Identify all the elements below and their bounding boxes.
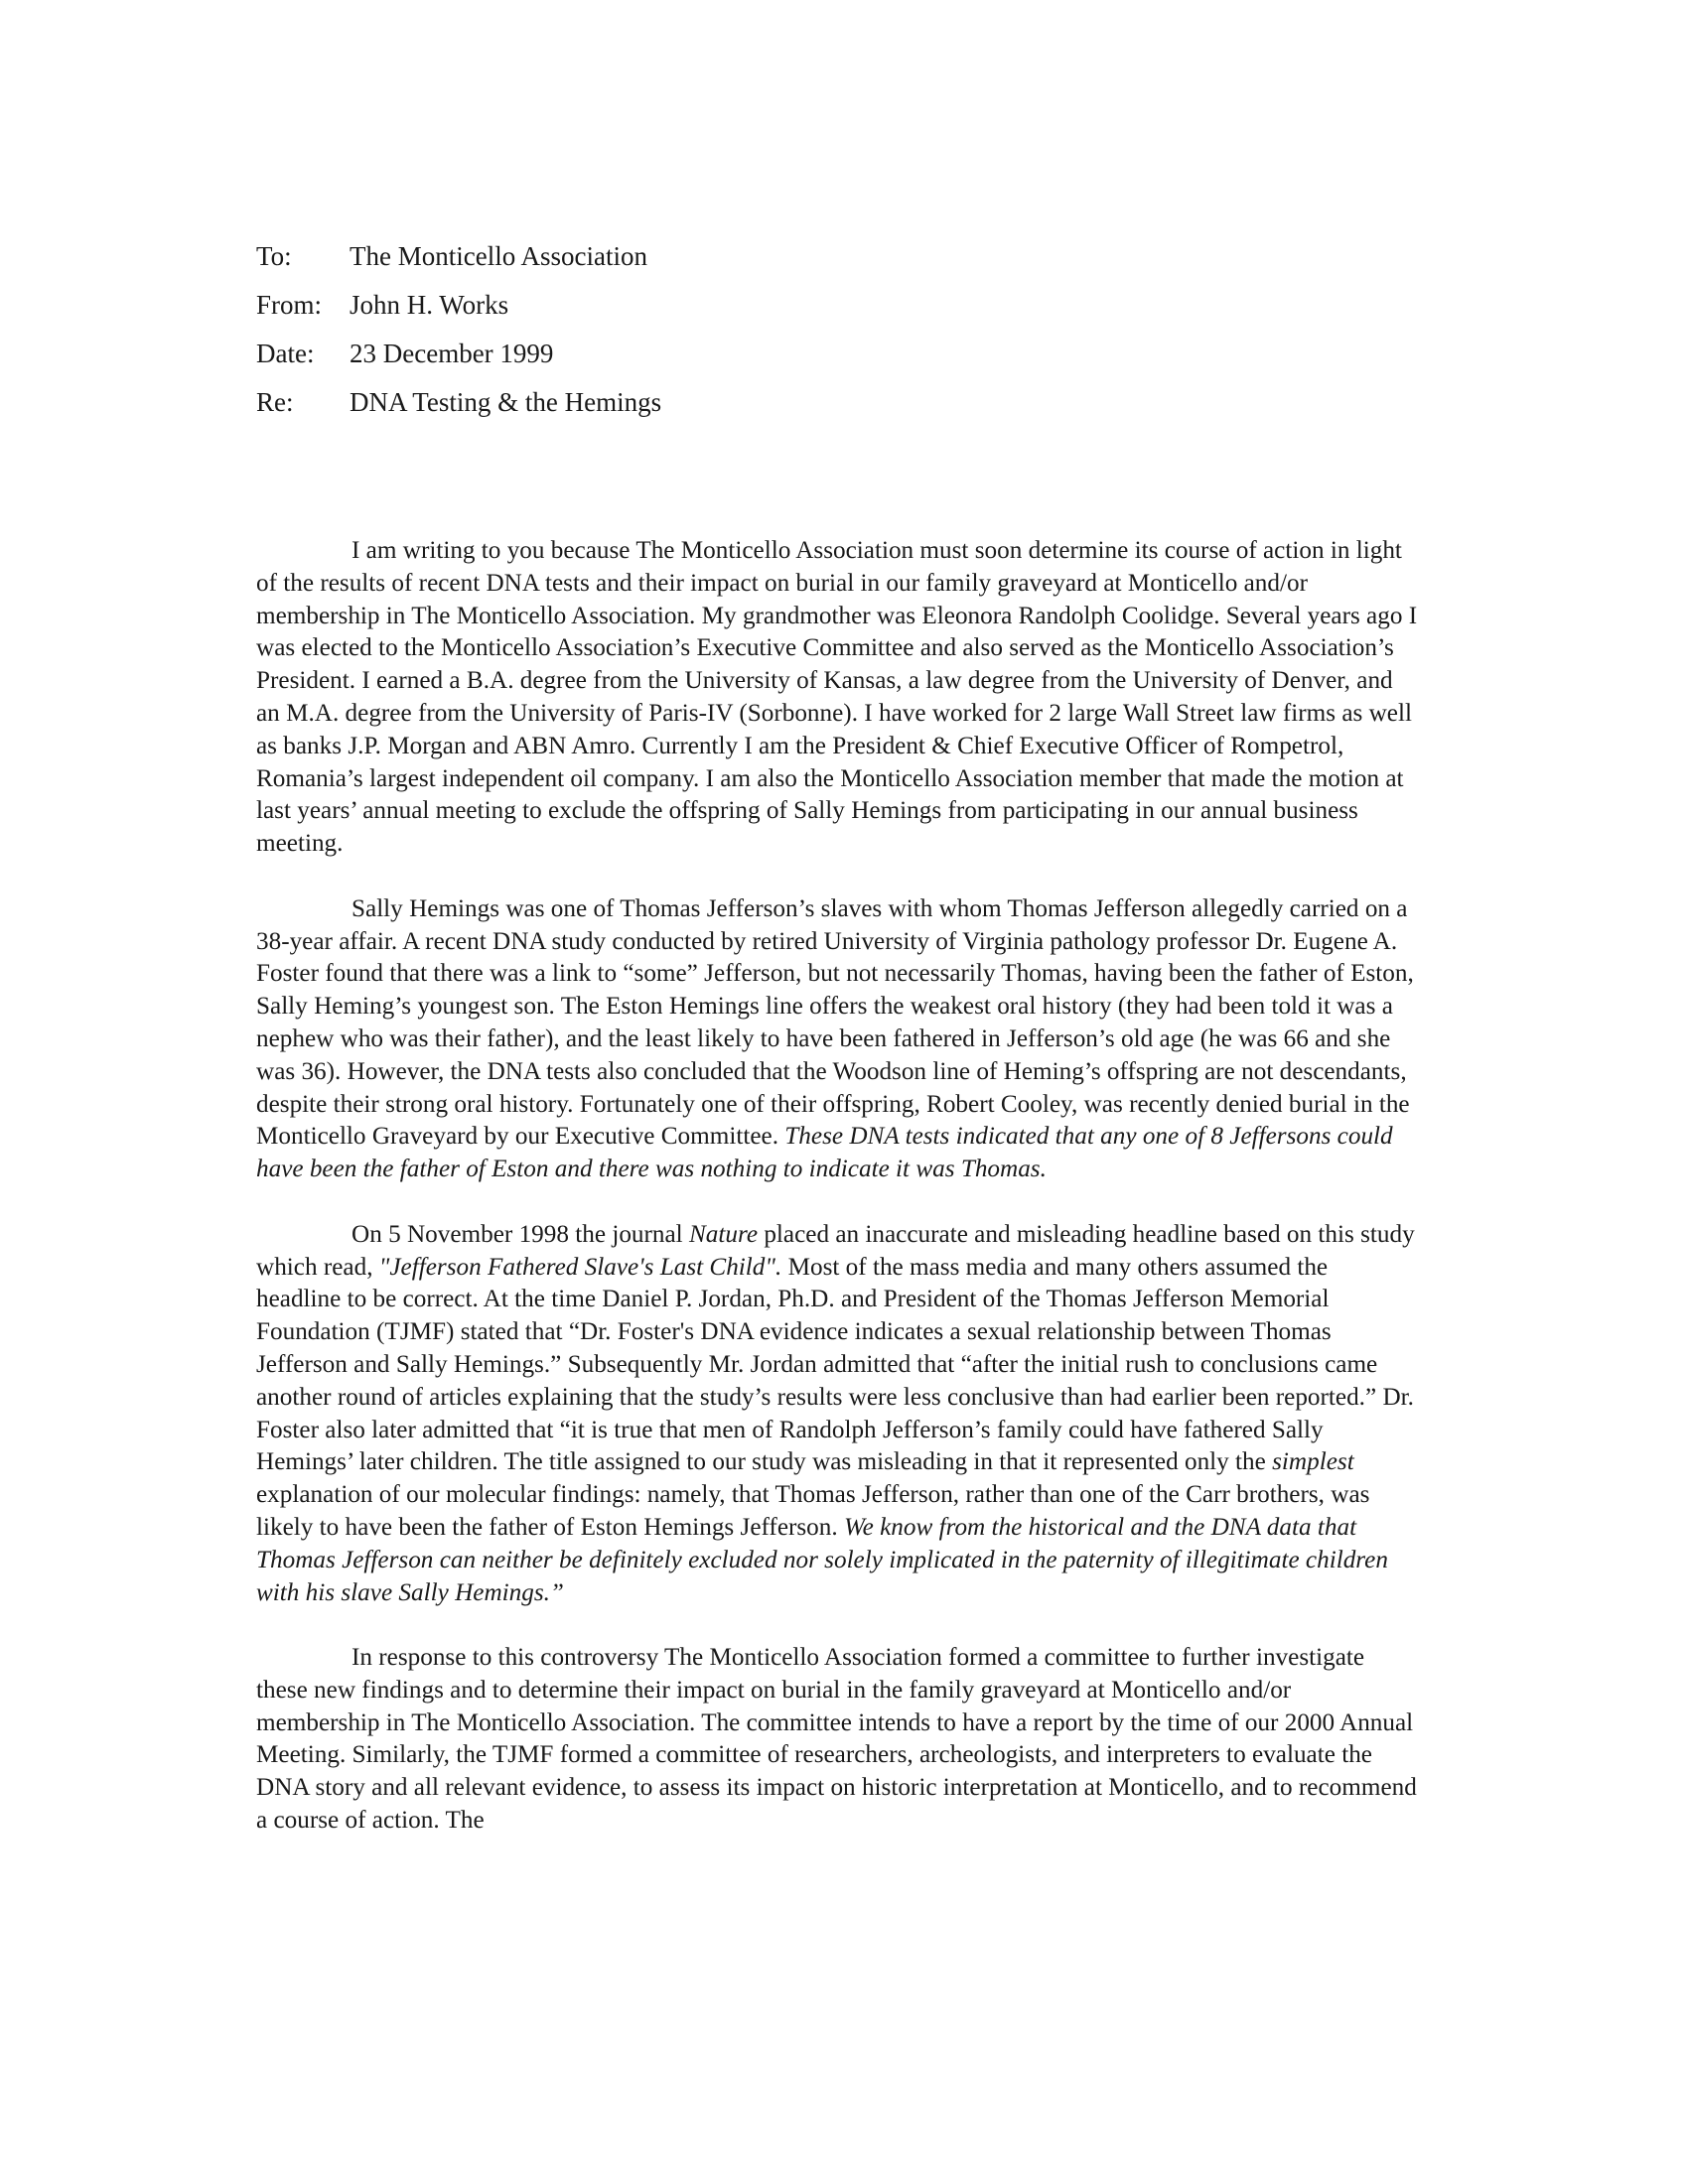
paragraph-introduction — [256, 535, 1418, 861]
paragraph-nature-emphasis: We know from the historical and the DNA data that Thomas Jefferson can neither be definitely excluded nor solely implicated in the paternity of illegitimate children with his slave Sally Hemings.” — [256, 1513, 1388, 1606]
paragraph-committee-text: In response to this controversy The Monticello Association formed a committee to further investigate these new findings and to determine their impact on burial in the family graveyard at Monticello and/or membership in The Monticello Association. The committee intends to have a report by the time of our 2000 Annual Meeting. Similarly, the TJMF formed a committee of researchers, archeologists, and interpreters to evaluate the DNA story and all relevant evidence, to assess its impact on historic interpretation at Monticello, and to recommend a course of action. The — [256, 1644, 1417, 1835]
memo-re-row — [256, 384, 1418, 420]
memo-to-value: The Monticello Association — [350, 241, 647, 271]
paragraph-nature-text-a: On 5 November 1998 the journal — [352, 1220, 683, 1248]
memo-to-label: To: — [256, 241, 292, 271]
paragraph-nature-text-b: placed an inaccurate and misleading headline based on this study which read, — [256, 1220, 1415, 1281]
paragraph-nature-text-c: Most of the mass media and many others assumed the headline to be correct. At the time Daniel P. Jordan, Ph.D. and President of the Thomas Jefferson Memorial Foundation (TJMF) stated that “Dr. Foster's DNA evidence indicates a sexual relationship between Thomas Jefferson and Sally Hemings.” Subsequently Mr. Jordan admitted that “after the initial rush to conclusions came another round of articles explaining that the study’s results were less conclusive than had earlier been reported.” Dr. Foster also later admitted that “it is true that men of Randolph Jefferson’s family could have fathered Sally Hemings’ later children. The title assigned to our study was misleading in that it represented only the — [256, 1253, 1414, 1476]
memo-re-label: Re: — [256, 387, 294, 417]
memo-from-label: From: — [256, 290, 323, 320]
letter-body — [256, 535, 1418, 1870]
memo-date-label: Date: — [256, 339, 315, 368]
journal-name: Nature — [688, 1220, 759, 1248]
memo-from-row — [256, 287, 1418, 323]
memo-header — [256, 238, 1418, 433]
simplest-emphasis: simplest — [1272, 1448, 1354, 1476]
memo-date-row — [256, 336, 1418, 371]
paragraph-nature-headline — [256, 1219, 1418, 1610]
headline-quote: "Jefferson Fathered Slave's Last Child". — [378, 1253, 782, 1281]
paragraph-hemings-dna — [256, 893, 1418, 1186]
paragraph-nature-text-d: explanation of our molecular findings: namely, that Thomas Jefferson, rather than one of the Carr brothers, was likely to have been the father of Eston Hemings Jefferson. — [256, 1481, 1370, 1541]
memo-from-value: John H. Works — [350, 290, 509, 320]
memo-re-value: DNA Testing & the Hemings — [350, 387, 662, 417]
paragraph-hemings-dna-text: Sally Hemings was one of Thomas Jefferson’s slaves with whom Thomas Jefferson allegedly carried on a 38-year affair. A recent DNA study conducted by retired University of Virginia pathology professor Dr. Eugene A. Foster found that there was a link to “some” Jefferson, but not necessarily Thomas, having been the father of Eston, Sally Heming’s youngest son. The Eston Hemings line offers the weakest oral history (they had been told it was a nephew who was their father), and the least likely to have been fathered in Jefferson’s old age (he was 66 and she was 36). However, the DNA tests also concluded that the Woodson line of Heming’s offspring are not descendants, despite their strong oral history. Fortunately one of their offspring, Robert Cooley, was recently denied burial in the Monticello Graveyard by our Executive Committee. — [256, 894, 1414, 1151]
memo-date-value: 23 December 1999 — [350, 339, 554, 368]
paragraph-committee — [256, 1642, 1418, 1838]
paragraph-introduction-text: I am writing to you because The Monticello Association must soon determine its course of action in light of the results of recent DNA tests and their impact on burial in our family graveyard at Monticello and/or membership in The Monticello Association. My grandmother was Eleonora Randolph Coolidge. Several years ago I was elected to the Monticello Association’s Executive Committee and also served as the Monticello Association’s President. I earned a B.A. degree from the University of Kansas, a law degree from the University of Denver, and an M.A. degree from the University of Paris-IV (Sorbonne). I have worked for 2 large Wall Street law firms as well as banks J.P. Morgan and ABN Amro. Currently I am the President & Chief Executive Officer of Rompetrol, Romania’s largest independent oil company. I am also the Monticello Association member that made the motion at last years’ annual meeting to exclude the offspring of Sally Hemings from participating in our annual business meeting. — [256, 537, 1418, 858]
paragraph-hemings-dna-emphasis: These DNA tests indicated that any one of 8 Jeffersons could have been the father of Eston and there was nothing to indicate it was Thomas. — [256, 1123, 1393, 1183]
memo-to-row — [256, 238, 1418, 274]
